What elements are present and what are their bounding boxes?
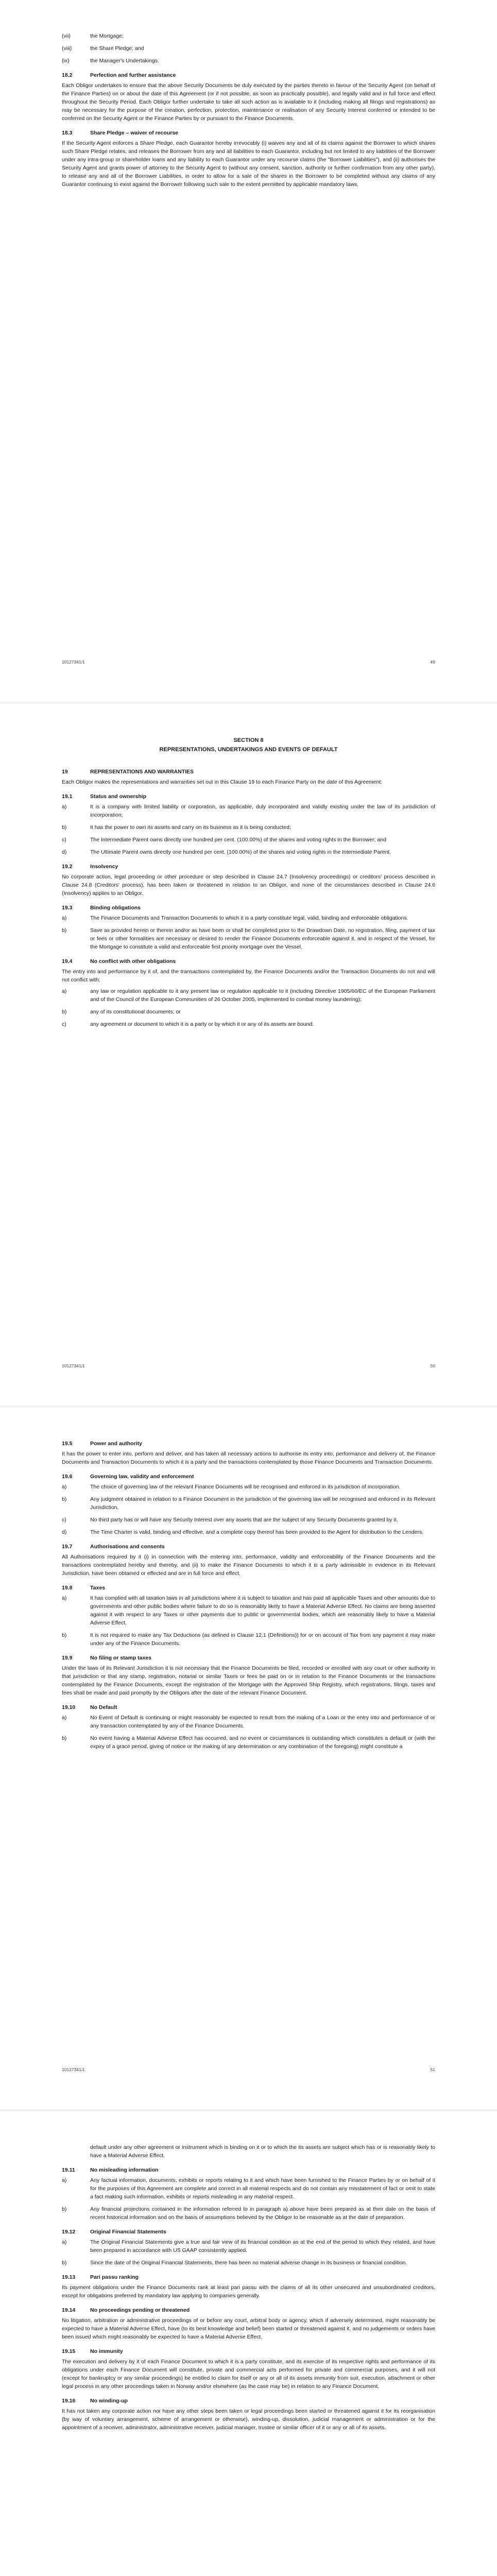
list-item: a) Any factual information, documents, exhibits or reports relating to it and which have been furnished to the Finance Parties by or on behalf of it for the purposes of this Agreement are complete and correct in all material respects and do not contain any misstatement of fact or omit to state a fact making such information, exhibits or reports misleading in any material respect.	[62, 2177, 435, 2200]
list-item: a) It has complied with all taxation laws in all jurisdictions where it is subject to taxation and has paid all applicable Taxes and other amounts due to governments and other public bodies where failure to do so is reasonably likely to have a Material Adverse Effect. No claims are being asserted against it with respect to any Taxes or other payments due to public or governmental bodies, which are reasonably likely to have a Material Adverse Effect.	[62, 1595, 435, 1626]
clause-text: Each Obligor undertakes to ensure that the above Security Documents be duly executed by the parties thereto in favour of the Security Agent (on behalf of the Finance Parties) on or about the date of this Agreement (or if not possible, as soon as practically possible), and legally valid and in full force and effect throughout the Security Period. Each Obligor further undertake to take all such action as is available to it (including making all filings and registrations) as may be necessary for the purpose of the creation, perfection, protection, maintenance or realisation of any Security Interest conferred or intended to be conferred on the Security Agent or the Finance Parties by or pursuant to the Finance Documents.	[62, 82, 435, 122]
clause-text: Under the laws of its Relevant Jurisdiction it is not necessary that the Finance Documents be filed, recorded or enrolled with any court or other authority in that jurisdiction or that any stamp, registration, notarial or similar Taxes or fees be paid on or in relation to the Finance Documents or the transactions contemplated by the Finance Documents, except the registration of the Mortgage with the Approved Ship Registry, which registrations, filings, taxes and fees shall be made and paid promptly by the Obligors after the date of the relevant Finance Document.	[62, 1665, 435, 1696]
clause-text: The entry into and performance by it of, and the transactions contemplated by, the Finance Documents and/or the Transaction Documents do not and will not conflict with:	[62, 969, 435, 983]
clause-text: All Authorisations required by it (i) in connection with the entering into, performance, validity and enforceability of the Finance Documents and the transactions contemplated hereby and thereby, and (ii) to make the Finance Documents to which it is a party admissible in evidence in its Relevant Jurisdiction, have been obtained or effected and are in full force and effect.	[62, 1554, 435, 1577]
list-item: a) No Event of Default is continuing or might reasonably be expected to result from the making of a Loan or the entry into and performance of or any transaction contemplated by any of the Finance Documents.	[62, 1715, 435, 1729]
list-item: b) No event having a Material Adverse Effect has occurred, and no event or circumstances is outstanding which constitutes a default or (with the expiry of a grace period, giving of notice or the making of any determination or any combination of the foregoing) might constitute a	[62, 1735, 435, 1750]
page-number: 51	[430, 2067, 435, 2072]
section-title: REPRESENTATIONS, UNDERTAKINGS AND EVENTS OF DEFAULT	[159, 747, 338, 753]
page-number: 50	[430, 1363, 435, 1368]
clause-text: No corporate action, legal proceeding or other procedure or step described in Clause 24.7 (Insolvency proceedings) or creditors' process described in Clause 24.8 (Creditors' process), has been taken or threatened in relation to an Obligor, and none of the circumstances described in Clause 24.6 (Insolvency) applies to an Obligor.	[62, 874, 435, 896]
list-item: (vii) the Mortgage;	[62, 33, 124, 39]
clause-heading: 19 REPRESENTATIONS AND WARRANTIES	[62, 769, 194, 775]
clause-heading: 19.3 Binding obligations	[62, 905, 141, 911]
page-content	[62, 736, 435, 1032]
clause-heading: 19.14 No proceedings pending or threatened	[62, 2307, 190, 2313]
list-item: a) any law or regulation applicable to it any present law or regulation applicable to it (including Directive 1905/60/EC of the European Parliament and of the Council of the European Communities of 26 October 2005, implemented to combat money laundering);	[62, 988, 435, 1003]
clause-heading: 18.3 Share Pledge – waiver of recourse	[62, 130, 178, 136]
list-item: d) The Time Charter is valid, binding and effective, and a complete copy thereof has been provided to the Agent for distribution to the Lenders.	[62, 1529, 424, 1535]
list-item: b) It has the power to own its assets and carry on its business as it is being conducted;	[62, 824, 291, 831]
list-item: b) It is not required to make any Tax Deductions (as defined in Clause 12.1 (Definitions)) for or on account of Tax from any payment it may make under any of the Finance Documents.	[62, 1632, 435, 1647]
list-item: c) The Intermediate Parent owns directly one hundred per cent. (100.00%) of the shares and voting rights in the Borrower; and	[62, 837, 386, 843]
list-item: c) No third party has or will have any Security Interest over any assets that are the subject of any Security Documents granted by it.	[62, 1517, 398, 1523]
list-item: a) The Original Financial Statements give a true and fair view of its financial condition as at the end of the period to which they related, and have been prepared in accordance with US GAAP consistently applied.	[62, 2239, 435, 2253]
clause-heading: 19.4 No conflict with other obligations	[62, 958, 176, 964]
list-item: c) any agreement or document to which it is a party or by which it or any of its assets are bound.	[62, 1021, 314, 1027]
list-item: a) It is a company with limited liability or corporation, as applicable, duly incorporated and validly existing under the law of its jurisdiction of incorporation;	[62, 804, 435, 818]
page-content	[62, 32, 435, 192]
clause-heading: 19.10 No Default	[62, 1704, 117, 1710]
list-item: b) Save as provided herein or therein and/or as have been or shall be completed prior to the Drawdown Date, no registration, filing, payment of tax or fees or other formalities are necessary or desired to render the Finance Documents enforceable against it, and in respect of the Vessel, for the Mortgage to constitute a valid and enforceable first priority mortgage over the Vessel.	[62, 927, 435, 950]
document-page-49: (vii) the Mortgage; (viii) the Share Pledge; and (ix) the Manager's Undertakings. 18.2 Perfection and further assistance Each Obligor undertakes to ensure that the above Security Documents be duly executed by the parties thereto in favour of the Security Agent (on behalf of the Finance Parties) on or about the date of this Agreement (or if not possible, as soon as practically possible), and legally valid and in full force and effect throughout the Security Period. Each Obligor further undertake to take all such action as is available to it (including making all filings and registrations) as may be necessary for the purpose of the creation, perfection, protection, maintenance or realisation of any Security Interest conferred or intended to be conferred on the Security Agent or the Finance Parties by or pursuant to the Finance Documents. 18.3 Share Pledge – waiver of recourse If the Security Agent enforces a Share Pledge, each Guarantor hereby irrevocably (i) waives any and all of its claims against the Borrower to which shares such Share Pledge relates, and releases the Borrower from any and all liabilities to each Guarantor, including but not limited to any liabilities of the Borrower under any intra-group or shareholder loans and any liability to each Guarantor under any recourse claims (the "Borrower Liabilities"), and (ii) authorises the Security Agent and grants power of attorney to the Security Agent to (without any consent, sanction, authority or further confirmation from any other party), to release any and all of the Borrower Liabilities, in order to allow for a sale of the shares in the Borrower to be completed without any claims of any Guarantor continuing to exist against the Borrower following such sale to the extent permitted by applicable mandatory laws. 10127341/1 49	[0, 0, 497, 702]
continued-text: default under any other agreement or instrument which is binding on it or to which the its assets are subject which has or is reasonably likely to have a Material Adverse Effect.	[90, 2144, 435, 2159]
list-item: a) The Finance Documents and Transaction Documents to which it is a party constitute legal, valid, binding and enforceable obligations.	[62, 915, 408, 921]
list-item: b) Any financial projections contained in the information referred to in paragraph a) above have been prepared as at their date on the basis of recent historical information and on the basis of assumptions believed by the Obligor to be reasonable as at the date of preparation.	[62, 2206, 435, 2221]
clause-text: It has not taken any corporate action nor have any other steps been taken or legal proceedings been started or threatened against it for its reorganisation (by way of voluntary arrangement, scheme of arrangement or otherwise), winding-up, dissolution, judicial management or administration or for the appointment of a receiver, administrator, administrative receiver, judicial manager, trustee or similar officer of it or any or all of its assets.	[62, 2408, 435, 2431]
clause-heading: 19.8 Taxes	[62, 1585, 105, 1591]
page-number: 49	[430, 659, 435, 665]
list-item: b) Since the date of the Original Financial Statements, there has been no material adverse change in its business or financial condition.	[62, 2260, 407, 2266]
clause-text: It has the power to enter into, perform and deliver, and has taken all necessary actions to authorise its entry into, performance and delivery of, the Finance Documents and Transaction Documents to which it is a party and the transactions contemplated by those Finance Documents and Transaction Documents.	[62, 1451, 435, 1465]
list-item: a) The choice of governing law of the relevant Finance Documents will be recognised and enforced in its jurisdiction of incorporation.	[62, 1484, 401, 1490]
clause-heading: 19.2 Insolvency	[62, 863, 118, 870]
clause-text: If the Security Agent enforces a Share Pledge, each Guarantor hereby irrevocably (i) waives any and all of its claims against the Borrower to which shares such Share Pledge relates, and releases the Borrower from any and all liabilities to each Guarantor, including but not limited to any liabilities of the Borrower under any intra-group or shareholder loans and any liability to each Guarantor under any recourse claims (the "Borrower Liabilities"), and (ii) authorises the Security Agent and grants power of attorney to the Security Agent to (without any consent, sanction, authority or further confirmation from any other party), to release any and all of the Borrower Liabilities, in order to allow for a sale of the shares in the Borrower to be completed without any claims of any Guarantor continuing to exist against the Borrower following such sale to the extent permitted by applicable mandatory laws.	[62, 140, 435, 188]
clause-heading: 19.13 Pari passu ranking	[62, 2274, 139, 2280]
list-item: (viii) the Share Pledge; and	[62, 45, 144, 52]
clause-text: The execution and delivery by it of each Finance Document to which it is a party constitute, and its exercise of its respective rights and performance of its obligations under each Finance Document will constitute, private and commercial acts performed for private and commercial purposes, and it will not (except for bankruptcy or any similar proceedings) be entitled to claim for itself or any or all of its assets immunity from suit, execution, attachment or other legal process in any other proceedings taken in Norway and/or elsewhere (as the case may be) in relation to any Finance Document.	[62, 2359, 435, 2389]
clause-heading: 19.5 Power and authority	[62, 1440, 142, 1447]
clause-heading: 19.11 No misleading information	[62, 2167, 159, 2173]
clause-heading: 18.2 Perfection and further assistance	[62, 72, 176, 78]
page-content	[62, 1439, 435, 1755]
document-page-50: SECTION 8 REPRESENTATIONS, UNDERTAKINGS AND EVENTS OF DEFAULT 19 REPRESENTATIONS AND WARRANTIES Each Obligor makes the representations and warranties set out in this Clause 19 to each Finance Party on the date of this Agreement: 19.1 Status and ownership a) It is a company with limited liability or corporation, as applicable, duly incorporated and validly existing under the law of its jurisdiction of incorporation; b) It has the power to own its assets and carry on its business as it is being conducted; c) The Intermediate Parent owns directly one hundred per cent. (100.00%) of the shares and voting rights in the Borrower; and d) The Ultimate Parent owns directly one hundred per cent. (100.00%) of the shares and voting rights in the Intermediate Parent. 19.2 Insolvency No corporate action, legal proceeding or other procedure or step described in Clause 24.7 (Insolvency proceedings) or creditors' process described in Clause 24.8 (Creditors' process), has been taken or threatened in relation to an Obligor, and none of the circumstances described in Clause 24.6 (Insolvency) applies to an Obligor. 19.3 Binding obligations a) The Finance Documents and Transaction Documents to which it is a party constitute legal, valid, binding and enforceable obligations. b) Save as provided herein or therein and/or as have been or shall be completed prior to the Drawdown Date, no registration, filing, payment of tax or fees or other formalities are necessary or desired to render the Finance Documents enforceable against it, and in respect of the Vessel, for the Mortgage to constitute a valid and enforceable first priority mortgage over the Vessel. 19.4 No conflict with other obligations The entry into and performance by it of, and the transactions contemplated by, the Finance Documents and/or the Transaction Documents do not and will not conflict with: a) any law or regulation applicable to it any present law or regulation applicable to it (including Directive 1905/60/EC of the European Parliament and of the Council of the European Communities of 26 October 2005, implemented to combat money laundering); b) any of its constitutional documents; or c) any agreement or document to which it is a party or by which it or any of its assets are bound. 10127341/1 50	[0, 704, 497, 1405]
clause-text: Its payment obligations under the Finance Documents rank at least pari passu with the claims of all its other unsecured and unsubordinated creditors, except for obligations preferred by mandatory law applying to companies generally.	[62, 2284, 435, 2299]
clause-intro: Each Obligor makes the representations and warranties set out in this Clause 19 to each Finance Party on the date of this Agreement:	[62, 779, 383, 785]
clause-heading: 19.9 No filing or stamp taxes	[62, 1655, 152, 1661]
section-number: SECTION 8	[233, 737, 264, 743]
clause-text: No litigation, arbitration or administrative proceedings of or before any court, arbitral body or agency, which if adversely determined, might reasonably be expected to have a Material Adverse Effect, have (to its best knowledge and belief) been started or threatened against it, and no judgements or orders have been issued which might reasonably be expected to have a Material Adverse Effect.	[62, 2317, 435, 2340]
document-page-52	[0, 2111, 497, 2576]
page-content	[62, 2143, 435, 2435]
clause-heading: 19.15 No immunity	[62, 2348, 123, 2354]
list-item: b) Any judgment obtained in relation to a Finance Document in the jurisdiction of the governing law will be recognised and enforced in its Relevant Jurisdiction.	[62, 1496, 435, 1511]
clause-heading: 19.1 Status and ownership	[62, 793, 147, 800]
clause-heading: 19.12 Original Financial Statements	[62, 2229, 166, 2235]
clause-heading: 19.16 No winding-up	[62, 2398, 128, 2404]
list-item: (ix) the Manager's Undertakings.	[62, 58, 159, 64]
clause-heading: 19.7 Authorisations and consents	[62, 1544, 165, 1550]
document-page-51: 19.5 Power and authority It has the power to enter into, perform and deliver, and has taken all necessary actions to authorise its entry into, performance and delivery of, the Finance Documents and Transaction Documents to which it is a party and the transactions contemplated by those Finance Documents and Transaction Documents. 19.6 Governing law, validity and enforcement a) The choice of governing law of the relevant Finance Documents will be recognised and enforced in its jurisdiction of incorporation. b) Any judgment obtained in relation to a Finance Document in the jurisdiction of the governing law will be recognised and enforced in its Relevant Jurisdiction. c) No third party has or will have any Security Interest over any assets that are the subject of any Security Documents granted by it. d) The Time Charter is valid, binding and effective, and a complete copy thereof has been provided to the Agent for distribution to the Lenders. 19.7 Authorisations and consents All Authorisations required by it (i) in connection with the entering into, performance, validity and enforceability of the Finance Documents and the transactions contemplated hereby and thereby, and (ii) to make the Finance Documents to which it is a party admissible in evidence in its Relevant Jurisdiction, have been obtained or effected and are in full force and effect. 19.8 Taxes a) It has complied with all taxation laws in all jurisdictions where it is subject to taxation and has paid all applicable Taxes and other amounts due to governments and other public bodies where failure to do so is reasonably likely to have a Material Adverse Effect. No claims are being asserted against it with respect to any Taxes or other payments due to public or governmental bodies, which are reasonably likely to have a Material Adverse Effect. b) It is not required to make any Tax Deductions (as defined in Clause 12.1 (Definitions)) for or on account of Tax from any payment it may make under any of the Finance Documents. 19.9 No filing or stamp taxes Under the laws of its Relevant Jurisdiction it is not necessary that the Finance Documents be filed, recorded or enrolled with any court or other authority in that jurisdiction or that any stamp, registration, notarial or similar Taxes or fees be paid on or in relation to the Finance Documents or the transactions contemplated by the Finance Documents, except the registration of the Mortgage with the Approved Ship Registry, which registrations, filings, taxes and fees shall be made and paid promptly by the Obligors after the date of the relevant Finance Document. 19.10 No Default a) No Event of Default is continuing or might reasonably be expected to result from the making of a Loan or the entry into and performance of or any transaction contemplated by any of the Finance Documents. b) No event having a Material Adverse Effect has occurred, and no event or circumstances is outstanding which constitutes a default or (with the expiry of a grace period, giving of notice or the making of any determination or any combination of the foregoing) might constitute a 10127341/1 51	[0, 1408, 497, 2109]
clause-heading: 19.6 Governing law, validity and enforcement	[62, 1473, 194, 1480]
list-item: d) The Ultimate Parent owns directly one hundred per cent. (100.00%) of the shares and voting rights in the Intermediate Parent.	[62, 849, 391, 855]
list-item: b) any of its constitutional documents; or	[62, 1009, 181, 1015]
